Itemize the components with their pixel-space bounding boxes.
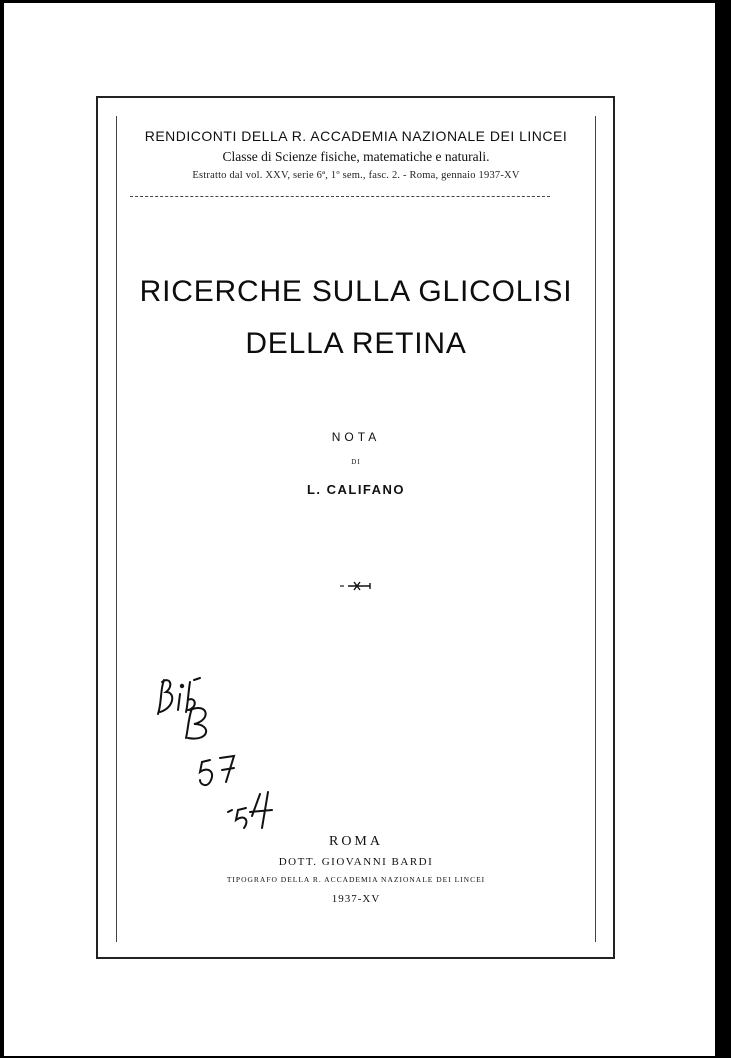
imprint-printer: TIPOGRAFO DELLA R. ACCADEMIA NAZIONALE DEI LINCEI [226,875,486,884]
imprint-block [116,834,596,905]
ornament-divider [340,581,374,591]
header-divider [130,196,550,199]
series-header [116,128,596,181]
handwriting-54 [228,792,272,828]
handwriting-57 [200,756,234,785]
imprint-publisher: DOTT. GIOVANNI BARDI [278,856,434,868]
di-label: DI [351,458,361,466]
journal-class: Classe di Scienze fisiche, matematiche e naturali. [222,149,490,164]
title-line-1: RICERCHE SULLA GLICOLISI [139,275,573,308]
author-name: L. CALIFANO [306,482,406,497]
offprint-reference: Estratto dal vol. XXV, serie 6ª, 1º sem., fasc. 2. - Roma, gennaio 1937-XV [192,170,520,181]
nota-label: NOTA [331,430,381,444]
imprint-year: 1937-XV [331,893,381,905]
handwriting-b [186,708,206,739]
journal-name: RENDICONTI DELLA R. ACCADEMIA NAZIONALE DEI LINCEI [144,128,568,144]
title-line-2: DELLA RETINA [245,327,467,360]
scan-edge-left [0,0,4,1058]
scan-edge-top [0,0,731,3]
scan-edge-right [715,0,731,1058]
article-title [116,266,596,370]
imprint-city: ROMA [328,834,383,849]
handwritten-shelfmark [150,668,310,838]
